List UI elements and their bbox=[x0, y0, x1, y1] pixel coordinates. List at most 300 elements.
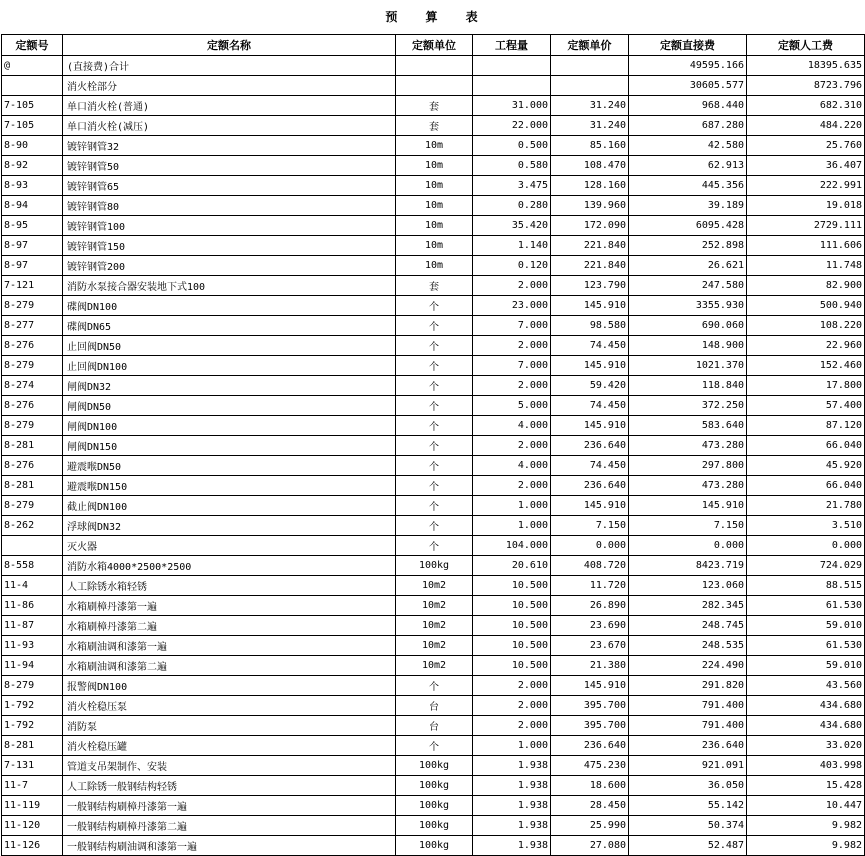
cell-unit-price[interactable]: 395.700 bbox=[551, 716, 629, 736]
cell-name[interactable]: 镀锌钢管32 bbox=[63, 136, 396, 156]
cell-direct-cost[interactable]: 473.280 bbox=[629, 436, 747, 456]
cell-unit-price[interactable]: 108.470 bbox=[551, 156, 629, 176]
cell-unit-price[interactable]: 221.840 bbox=[551, 236, 629, 256]
cell-unit-price[interactable] bbox=[551, 56, 629, 76]
cell-unit-price[interactable]: 74.450 bbox=[551, 336, 629, 356]
cell-quantity[interactable] bbox=[473, 56, 551, 76]
cell-unit-price[interactable]: 23.670 bbox=[551, 636, 629, 656]
cell-quantity[interactable]: 35.420 bbox=[473, 216, 551, 236]
cell-quantity[interactable]: 7.000 bbox=[473, 356, 551, 376]
cell-quantity[interactable]: 10.500 bbox=[473, 596, 551, 616]
cell-name[interactable]: 截止阀DN100 bbox=[63, 496, 396, 516]
cell-unit[interactable]: 100kg bbox=[396, 556, 473, 576]
cell-labor-cost[interactable]: 25.760 bbox=[747, 136, 865, 156]
cell-name[interactable]: 单口消火栓(减压) bbox=[63, 116, 396, 136]
cell-direct-cost[interactable]: 50.374 bbox=[629, 816, 747, 836]
cell-labor-cost[interactable]: 3.510 bbox=[747, 516, 865, 536]
cell-unit[interactable]: 台 bbox=[396, 716, 473, 736]
cell-quantity[interactable]: 2.000 bbox=[473, 716, 551, 736]
cell-name[interactable]: 单口消火栓(普通) bbox=[63, 96, 396, 116]
cell-unit[interactable]: 10m2 bbox=[396, 616, 473, 636]
cell-quantity[interactable]: 104.000 bbox=[473, 536, 551, 556]
cell-code[interactable]: 8-97 bbox=[2, 256, 63, 276]
cell-direct-cost[interactable]: 247.580 bbox=[629, 276, 747, 296]
cell-direct-cost[interactable]: 791.400 bbox=[629, 696, 747, 716]
cell-labor-cost[interactable]: 2729.111 bbox=[747, 216, 865, 236]
cell-unit-price[interactable]: 408.720 bbox=[551, 556, 629, 576]
cell-quantity[interactable]: 7.000 bbox=[473, 316, 551, 336]
cell-unit[interactable]: 个 bbox=[396, 676, 473, 696]
cell-name[interactable]: 人工除锈水箱轻锈 bbox=[63, 576, 396, 596]
cell-labor-cost[interactable]: 61.530 bbox=[747, 596, 865, 616]
cell-unit-price[interactable]: 23.690 bbox=[551, 616, 629, 636]
cell-unit-price[interactable] bbox=[551, 76, 629, 96]
cell-name[interactable]: 闸阀DN150 bbox=[63, 436, 396, 456]
cell-quantity[interactable]: 23.000 bbox=[473, 296, 551, 316]
cell-quantity[interactable]: 2.000 bbox=[473, 276, 551, 296]
cell-code[interactable]: 7-105 bbox=[2, 116, 63, 136]
cell-quantity[interactable]: 2.000 bbox=[473, 336, 551, 356]
cell-name[interactable]: 一般钢结构刷樟丹漆第二遍 bbox=[63, 816, 396, 836]
cell-direct-cost[interactable]: 690.060 bbox=[629, 316, 747, 336]
cell-code[interactable]: 8-274 bbox=[2, 376, 63, 396]
cell-quantity[interactable]: 1.000 bbox=[473, 516, 551, 536]
cell-code[interactable]: @ bbox=[2, 56, 63, 76]
cell-unit[interactable]: 个 bbox=[396, 476, 473, 496]
cell-name[interactable]: 镀锌钢管100 bbox=[63, 216, 396, 236]
cell-unit-price[interactable]: 28.450 bbox=[551, 796, 629, 816]
cell-direct-cost[interactable]: 291.820 bbox=[629, 676, 747, 696]
cell-labor-cost[interactable]: 82.900 bbox=[747, 276, 865, 296]
cell-unit[interactable]: 10m bbox=[396, 236, 473, 256]
cell-code[interactable]: 8-281 bbox=[2, 476, 63, 496]
cell-unit-price[interactable]: 74.450 bbox=[551, 396, 629, 416]
cell-quantity[interactable]: 5.000 bbox=[473, 396, 551, 416]
cell-unit-price[interactable]: 27.080 bbox=[551, 836, 629, 856]
cell-labor-cost[interactable]: 22.960 bbox=[747, 336, 865, 356]
cell-code[interactable]: 8-93 bbox=[2, 176, 63, 196]
cell-direct-cost[interactable]: 26.621 bbox=[629, 256, 747, 276]
cell-name[interactable]: 镀锌钢管65 bbox=[63, 176, 396, 196]
cell-direct-cost[interactable]: 52.487 bbox=[629, 836, 747, 856]
cell-name[interactable]: 镀锌钢管50 bbox=[63, 156, 396, 176]
cell-labor-cost[interactable]: 45.920 bbox=[747, 456, 865, 476]
cell-unit-price[interactable]: 25.990 bbox=[551, 816, 629, 836]
table-row bbox=[2, 376, 865, 396]
cell-direct-cost[interactable]: 118.840 bbox=[629, 376, 747, 396]
cell-unit[interactable]: 个 bbox=[396, 416, 473, 436]
cell-code[interactable]: 8-279 bbox=[2, 356, 63, 376]
cell-unit[interactable]: 个 bbox=[396, 456, 473, 476]
cell-labor-cost[interactable]: 222.991 bbox=[747, 176, 865, 196]
cell-quantity[interactable]: 10.500 bbox=[473, 576, 551, 596]
cell-labor-cost[interactable]: 66.040 bbox=[747, 436, 865, 456]
cell-direct-cost[interactable]: 123.060 bbox=[629, 576, 747, 596]
cell-name[interactable]: 水箱刷油调和漆第一遍 bbox=[63, 636, 396, 656]
cell-unit[interactable]: 10m2 bbox=[396, 656, 473, 676]
cell-unit-price[interactable]: 395.700 bbox=[551, 696, 629, 716]
cell-quantity[interactable]: 1.938 bbox=[473, 836, 551, 856]
header-unit-price[interactable]: 定额单价 bbox=[551, 35, 629, 56]
table-row bbox=[2, 336, 865, 356]
cell-quantity[interactable] bbox=[473, 76, 551, 96]
cell-quantity[interactable]: 10.500 bbox=[473, 636, 551, 656]
cell-code[interactable]: 8-279 bbox=[2, 676, 63, 696]
cell-name[interactable]: 闸阀DN50 bbox=[63, 396, 396, 416]
cell-direct-cost[interactable]: 282.345 bbox=[629, 596, 747, 616]
cell-labor-cost[interactable]: 43.560 bbox=[747, 676, 865, 696]
cell-code[interactable]: 11-87 bbox=[2, 616, 63, 636]
cell-labor-cost[interactable]: 17.800 bbox=[747, 376, 865, 396]
cell-direct-cost[interactable]: 791.400 bbox=[629, 716, 747, 736]
cell-direct-cost[interactable]: 372.250 bbox=[629, 396, 747, 416]
cell-labor-cost[interactable]: 152.460 bbox=[747, 356, 865, 376]
cell-name[interactable]: 一般钢结构刷樟丹漆第一遍 bbox=[63, 796, 396, 816]
cell-name[interactable]: 消火栓稳压罐 bbox=[63, 736, 396, 756]
cell-labor-cost[interactable]: 724.029 bbox=[747, 556, 865, 576]
cell-labor-cost[interactable]: 18395.635 bbox=[747, 56, 865, 76]
cell-direct-cost[interactable]: 445.356 bbox=[629, 176, 747, 196]
cell-unit[interactable]: 10m bbox=[396, 156, 473, 176]
cell-code[interactable]: 11-4 bbox=[2, 576, 63, 596]
cell-labor-cost[interactable]: 33.020 bbox=[747, 736, 865, 756]
cell-name[interactable]: 水箱刷樟丹漆第二遍 bbox=[63, 616, 396, 636]
cell-direct-cost[interactable]: 248.745 bbox=[629, 616, 747, 636]
cell-name[interactable]: 消防泵 bbox=[63, 716, 396, 736]
cell-unit[interactable]: 个 bbox=[396, 536, 473, 556]
cell-name[interactable]: 避震喉DN150 bbox=[63, 476, 396, 496]
cell-direct-cost[interactable]: 8423.719 bbox=[629, 556, 747, 576]
cell-labor-cost[interactable]: 8723.796 bbox=[747, 76, 865, 96]
cell-unit[interactable]: 10m2 bbox=[396, 576, 473, 596]
cell-unit-price[interactable]: 74.450 bbox=[551, 456, 629, 476]
cell-unit[interactable]: 个 bbox=[396, 516, 473, 536]
cell-unit-price[interactable]: 145.910 bbox=[551, 496, 629, 516]
cell-labor-cost[interactable]: 59.010 bbox=[747, 656, 865, 676]
cell-unit-price[interactable]: 236.640 bbox=[551, 436, 629, 456]
cell-code[interactable]: 7-121 bbox=[2, 276, 63, 296]
cell-code[interactable]: 8-94 bbox=[2, 196, 63, 216]
header-labor-cost[interactable]: 定额人工费 bbox=[747, 35, 865, 56]
cell-code[interactable]: 8-276 bbox=[2, 396, 63, 416]
cell-name[interactable]: 人工除锈一般钢结构轻锈 bbox=[63, 776, 396, 796]
table-row bbox=[2, 76, 865, 96]
cell-quantity[interactable]: 2.000 bbox=[473, 476, 551, 496]
cell-unit[interactable]: 个 bbox=[396, 316, 473, 336]
cell-name[interactable]: 水箱刷油调和漆第二遍 bbox=[63, 656, 396, 676]
cell-quantity[interactable]: 2.000 bbox=[473, 676, 551, 696]
cell-name[interactable]: 止回阀DN50 bbox=[63, 336, 396, 356]
cell-labor-cost[interactable]: 403.998 bbox=[747, 756, 865, 776]
cell-labor-cost[interactable]: 36.407 bbox=[747, 156, 865, 176]
cell-labor-cost[interactable]: 15.428 bbox=[747, 776, 865, 796]
cell-unit[interactable]: 台 bbox=[396, 696, 473, 716]
cell-labor-cost[interactable]: 87.120 bbox=[747, 416, 865, 436]
cell-direct-cost[interactable]: 252.898 bbox=[629, 236, 747, 256]
cell-code[interactable]: 8-281 bbox=[2, 436, 63, 456]
cell-direct-cost[interactable]: 7.150 bbox=[629, 516, 747, 536]
cell-unit-price[interactable]: 18.600 bbox=[551, 776, 629, 796]
cell-code[interactable]: 8-97 bbox=[2, 236, 63, 256]
cell-code[interactable]: 8-95 bbox=[2, 216, 63, 236]
cell-direct-cost[interactable]: 148.900 bbox=[629, 336, 747, 356]
cell-labor-cost[interactable]: 88.515 bbox=[747, 576, 865, 596]
cell-unit-price[interactable]: 139.960 bbox=[551, 196, 629, 216]
cell-labor-cost[interactable]: 484.220 bbox=[747, 116, 865, 136]
cell-code[interactable]: 8-276 bbox=[2, 336, 63, 356]
cell-code[interactable]: 8-277 bbox=[2, 316, 63, 336]
cell-unit-price[interactable]: 11.720 bbox=[551, 576, 629, 596]
cell-unit-price[interactable]: 123.790 bbox=[551, 276, 629, 296]
cell-unit[interactable]: 100kg bbox=[396, 776, 473, 796]
cell-unit-price[interactable]: 145.910 bbox=[551, 676, 629, 696]
cell-direct-cost[interactable]: 49595.166 bbox=[629, 56, 747, 76]
cell-code[interactable]: 8-558 bbox=[2, 556, 63, 576]
cell-name[interactable]: 止回阀DN100 bbox=[63, 356, 396, 376]
cell-quantity[interactable]: 4.000 bbox=[473, 416, 551, 436]
cell-code[interactable]: 8-90 bbox=[2, 136, 63, 156]
cell-direct-cost[interactable]: 55.142 bbox=[629, 796, 747, 816]
cell-labor-cost[interactable]: 682.310 bbox=[747, 96, 865, 116]
cell-unit[interactable]: 100kg bbox=[396, 816, 473, 836]
cell-unit-price[interactable]: 475.230 bbox=[551, 756, 629, 776]
cell-code[interactable]: 7-131 bbox=[2, 756, 63, 776]
table-row bbox=[2, 416, 865, 436]
cell-unit[interactable]: 100kg bbox=[396, 756, 473, 776]
cell-labor-cost[interactable]: 66.040 bbox=[747, 476, 865, 496]
cell-name[interactable]: 消防水泵接合器安装地下式100 bbox=[63, 276, 396, 296]
cell-unit[interactable]: 套 bbox=[396, 96, 473, 116]
cell-unit[interactable]: 个 bbox=[396, 356, 473, 376]
cell-labor-cost[interactable]: 434.680 bbox=[747, 716, 865, 736]
cell-direct-cost[interactable]: 30605.577 bbox=[629, 76, 747, 96]
cell-unit[interactable] bbox=[396, 76, 473, 96]
cell-quantity[interactable]: 10.500 bbox=[473, 616, 551, 636]
cell-quantity[interactable]: 1.938 bbox=[473, 776, 551, 796]
cell-code[interactable]: 11-126 bbox=[2, 836, 63, 856]
cell-quantity[interactable]: 10.500 bbox=[473, 656, 551, 676]
header-row bbox=[2, 35, 865, 56]
cell-name[interactable]: 碟阀DN100 bbox=[63, 296, 396, 316]
cell-quantity[interactable]: 1.000 bbox=[473, 736, 551, 756]
cell-unit-price[interactable]: 236.640 bbox=[551, 736, 629, 756]
table-row bbox=[2, 656, 865, 676]
header-quantity[interactable]: 工程量 bbox=[473, 35, 551, 56]
cell-labor-cost[interactable]: 434.680 bbox=[747, 696, 865, 716]
cell-unit-price[interactable]: 7.150 bbox=[551, 516, 629, 536]
cell-quantity[interactable]: 22.000 bbox=[473, 116, 551, 136]
cell-code[interactable]: 1-792 bbox=[2, 696, 63, 716]
cell-quantity[interactable]: 20.610 bbox=[473, 556, 551, 576]
cell-quantity[interactable]: 1.140 bbox=[473, 236, 551, 256]
cell-labor-cost[interactable]: 11.748 bbox=[747, 256, 865, 276]
cell-code[interactable] bbox=[2, 76, 63, 96]
cell-code[interactable] bbox=[2, 536, 63, 556]
cell-direct-cost[interactable]: 248.535 bbox=[629, 636, 747, 656]
cell-labor-cost[interactable]: 10.447 bbox=[747, 796, 865, 816]
cell-quantity[interactable]: 1.938 bbox=[473, 796, 551, 816]
cell-unit[interactable]: 10m bbox=[396, 256, 473, 276]
cell-unit[interactable]: 个 bbox=[396, 496, 473, 516]
cell-quantity[interactable]: 1.000 bbox=[473, 496, 551, 516]
cell-direct-cost[interactable]: 42.580 bbox=[629, 136, 747, 156]
cell-direct-cost[interactable]: 1021.370 bbox=[629, 356, 747, 376]
cell-code[interactable]: 11-86 bbox=[2, 596, 63, 616]
table-row bbox=[2, 836, 865, 856]
cell-name[interactable]: 管道支吊架制作、安装 bbox=[63, 756, 396, 776]
cell-quantity[interactable]: 2.000 bbox=[473, 376, 551, 396]
cell-direct-cost[interactable]: 6095.428 bbox=[629, 216, 747, 236]
header-unit[interactable]: 定额单位 bbox=[396, 35, 473, 56]
cell-code[interactable]: 8-279 bbox=[2, 416, 63, 436]
cell-labor-cost[interactable]: 108.220 bbox=[747, 316, 865, 336]
cell-code[interactable]: 11-94 bbox=[2, 656, 63, 676]
cell-name[interactable]: 避震喉DN50 bbox=[63, 456, 396, 476]
cell-name[interactable]: 灭火器 bbox=[63, 536, 396, 556]
cell-direct-cost[interactable]: 921.091 bbox=[629, 756, 747, 776]
cell-quantity[interactable]: 3.475 bbox=[473, 176, 551, 196]
cell-direct-cost[interactable]: 968.440 bbox=[629, 96, 747, 116]
table-row bbox=[2, 596, 865, 616]
cell-quantity[interactable]: 2.000 bbox=[473, 696, 551, 716]
cell-unit[interactable]: 个 bbox=[396, 296, 473, 316]
cell-unit-price[interactable]: 59.420 bbox=[551, 376, 629, 396]
cell-quantity[interactable]: 0.280 bbox=[473, 196, 551, 216]
cell-code[interactable]: 11-120 bbox=[2, 816, 63, 836]
cell-labor-cost[interactable]: 0.000 bbox=[747, 536, 865, 556]
cell-quantity[interactable]: 4.000 bbox=[473, 456, 551, 476]
cell-unit-price[interactable]: 21.380 bbox=[551, 656, 629, 676]
cell-unit-price[interactable]: 31.240 bbox=[551, 116, 629, 136]
cell-name[interactable]: 镀锌钢管80 bbox=[63, 196, 396, 216]
cell-direct-cost[interactable]: 687.280 bbox=[629, 116, 747, 136]
cell-unit[interactable]: 个 bbox=[396, 396, 473, 416]
table-row bbox=[2, 576, 865, 596]
cell-name[interactable]: 一般钢结构刷油调和漆第一遍 bbox=[63, 836, 396, 856]
cell-code[interactable]: 8-281 bbox=[2, 736, 63, 756]
cell-name[interactable]: 闸阀DN32 bbox=[63, 376, 396, 396]
cell-quantity[interactable]: 1.938 bbox=[473, 816, 551, 836]
cell-unit[interactable]: 100kg bbox=[396, 796, 473, 816]
cell-direct-cost[interactable]: 583.640 bbox=[629, 416, 747, 436]
table-row bbox=[2, 56, 865, 76]
cell-direct-cost[interactable]: 36.050 bbox=[629, 776, 747, 796]
cell-labor-cost[interactable]: 19.018 bbox=[747, 196, 865, 216]
cell-labor-cost[interactable]: 61.530 bbox=[747, 636, 865, 656]
cell-unit-price[interactable]: 26.890 bbox=[551, 596, 629, 616]
cell-code[interactable]: 7-105 bbox=[2, 96, 63, 116]
header-name[interactable]: 定额名称 bbox=[63, 35, 396, 56]
cell-unit[interactable]: 10m2 bbox=[396, 636, 473, 656]
cell-name[interactable]: 消防水箱4000*2500*2500 bbox=[63, 556, 396, 576]
cell-unit[interactable]: 个 bbox=[396, 336, 473, 356]
cell-labor-cost[interactable]: 111.606 bbox=[747, 236, 865, 256]
cell-direct-cost[interactable]: 145.910 bbox=[629, 496, 747, 516]
cell-unit[interactable]: 10m bbox=[396, 216, 473, 236]
cell-code[interactable]: 8-92 bbox=[2, 156, 63, 176]
cell-name[interactable]: 水箱刷樟丹漆第一遍 bbox=[63, 596, 396, 616]
cell-code[interactable]: 1-792 bbox=[2, 716, 63, 736]
cell-name[interactable]: (直接费)合计 bbox=[63, 56, 396, 76]
cell-unit[interactable] bbox=[396, 56, 473, 76]
cell-name[interactable]: 浮球阀DN32 bbox=[63, 516, 396, 536]
cell-unit[interactable]: 套 bbox=[396, 276, 473, 296]
cell-unit[interactable]: 个 bbox=[396, 376, 473, 396]
cell-direct-cost[interactable]: 236.640 bbox=[629, 736, 747, 756]
cell-code[interactable]: 11-119 bbox=[2, 796, 63, 816]
cell-labor-cost[interactable]: 57.400 bbox=[747, 396, 865, 416]
cell-quantity[interactable]: 31.000 bbox=[473, 96, 551, 116]
cell-quantity[interactable]: 0.500 bbox=[473, 136, 551, 156]
cell-unit-price[interactable]: 221.840 bbox=[551, 256, 629, 276]
cell-code[interactable]: 8-262 bbox=[2, 516, 63, 536]
cell-unit-price[interactable]: 0.000 bbox=[551, 536, 629, 556]
cell-unit[interactable]: 10m bbox=[396, 176, 473, 196]
cell-direct-cost[interactable]: 3355.930 bbox=[629, 296, 747, 316]
cell-name[interactable]: 闸阀DN100 bbox=[63, 416, 396, 436]
cell-unit-price[interactable]: 98.580 bbox=[551, 316, 629, 336]
cell-unit-price[interactable]: 145.910 bbox=[551, 356, 629, 376]
cell-unit-price[interactable]: 145.910 bbox=[551, 296, 629, 316]
cell-unit-price[interactable]: 128.160 bbox=[551, 176, 629, 196]
cell-unit-price[interactable]: 31.240 bbox=[551, 96, 629, 116]
cell-labor-cost[interactable]: 500.940 bbox=[747, 296, 865, 316]
table-row bbox=[2, 716, 865, 736]
cell-code[interactable]: 8-276 bbox=[2, 456, 63, 476]
cell-unit-price[interactable]: 172.090 bbox=[551, 216, 629, 236]
table-row bbox=[2, 236, 865, 256]
cell-unit[interactable]: 100kg bbox=[396, 836, 473, 856]
cell-unit-price[interactable]: 85.160 bbox=[551, 136, 629, 156]
header-direct-cost[interactable]: 定额直接费 bbox=[629, 35, 747, 56]
cell-quantity[interactable]: 0.580 bbox=[473, 156, 551, 176]
cell-quantity[interactable]: 0.120 bbox=[473, 256, 551, 276]
cell-name[interactable]: 镀锌钢管200 bbox=[63, 256, 396, 276]
header-code[interactable]: 定额号 bbox=[2, 35, 63, 56]
cell-name[interactable]: 消火栓稳压泵 bbox=[63, 696, 396, 716]
cell-name[interactable]: 消火栓部分 bbox=[63, 76, 396, 96]
cell-unit[interactable]: 个 bbox=[396, 436, 473, 456]
cell-unit[interactable]: 10m2 bbox=[396, 596, 473, 616]
cell-direct-cost[interactable]: 39.189 bbox=[629, 196, 747, 216]
cell-unit-price[interactable]: 236.640 bbox=[551, 476, 629, 496]
cell-code[interactable]: 11-93 bbox=[2, 636, 63, 656]
cell-direct-cost[interactable]: 62.913 bbox=[629, 156, 747, 176]
cell-name[interactable]: 镀锌钢管150 bbox=[63, 236, 396, 256]
cell-direct-cost[interactable]: 473.280 bbox=[629, 476, 747, 496]
cell-code[interactable]: 11-7 bbox=[2, 776, 63, 796]
cell-labor-cost[interactable]: 9.982 bbox=[747, 816, 865, 836]
cell-direct-cost[interactable]: 297.800 bbox=[629, 456, 747, 476]
cell-name[interactable]: 报警阀DN100 bbox=[63, 676, 396, 696]
table-row bbox=[2, 456, 865, 476]
cell-unit[interactable]: 个 bbox=[396, 736, 473, 756]
cell-unit[interactable]: 10m bbox=[396, 136, 473, 156]
cell-quantity[interactable]: 2.000 bbox=[473, 436, 551, 456]
cell-direct-cost[interactable]: 224.490 bbox=[629, 656, 747, 676]
cell-quantity[interactable]: 1.938 bbox=[473, 756, 551, 776]
cell-code[interactable]: 8-279 bbox=[2, 296, 63, 316]
cell-unit-price[interactable]: 145.910 bbox=[551, 416, 629, 436]
cell-code[interactable]: 8-279 bbox=[2, 496, 63, 516]
cell-labor-cost[interactable]: 59.010 bbox=[747, 616, 865, 636]
cell-name[interactable]: 碟阀DN65 bbox=[63, 316, 396, 336]
cell-direct-cost[interactable]: 0.000 bbox=[629, 536, 747, 556]
cell-unit[interactable]: 套 bbox=[396, 116, 473, 136]
cell-labor-cost[interactable]: 9.982 bbox=[747, 836, 865, 856]
cell-unit[interactable]: 10m bbox=[396, 196, 473, 216]
cell-labor-cost[interactable]: 21.780 bbox=[747, 496, 865, 516]
